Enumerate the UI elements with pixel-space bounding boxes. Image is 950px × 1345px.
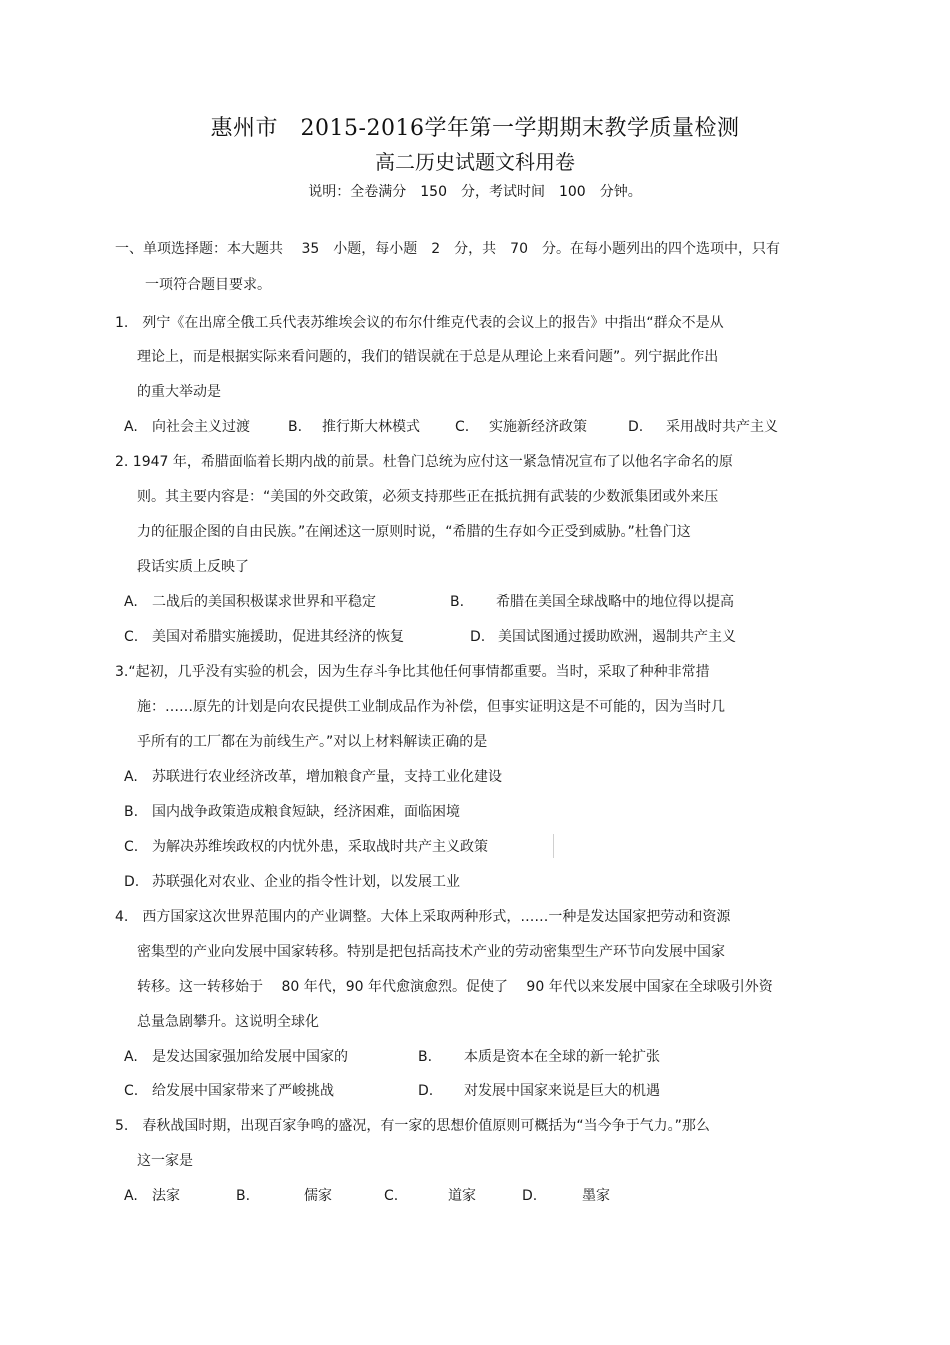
question-2-option-b bbox=[450, 593, 734, 611]
option-text: 采用战时共产主义 bbox=[666, 419, 778, 435]
question-2-option-d bbox=[470, 628, 736, 646]
question-5-option-b bbox=[236, 1187, 332, 1205]
option-letter: D. bbox=[522, 1188, 538, 1204]
option-text: 希腊在美国全球战略中的地位得以提高 bbox=[496, 594, 734, 610]
option-letter: A. bbox=[124, 1188, 138, 1204]
option-letter: C. bbox=[455, 419, 470, 435]
question-3-stem: 施：……原先的计划是向农民提供工业制成品作为补偿，但事实证明这是不可能的，因为当时几 bbox=[137, 699, 725, 715]
option-text: 国内战争政策造成粮食短缺，经济困难，面临困境 bbox=[152, 804, 460, 820]
option-letter: B. bbox=[288, 419, 303, 435]
question-4-stem: 转移。这一转移始于 80 年代，90 年代愈演愈烈。促使了 90 年代以来发展中国家在全球吸引外资 bbox=[137, 979, 773, 995]
option-letter: D. bbox=[628, 419, 644, 435]
option-letter: A. bbox=[124, 769, 138, 785]
option-text: 向社会主义过渡 bbox=[152, 419, 250, 435]
question-1-option-a bbox=[124, 418, 250, 436]
question-5-option-c bbox=[384, 1187, 476, 1205]
option-text: 实施新经济政策 bbox=[489, 419, 587, 435]
option-text: 墨家 bbox=[582, 1188, 610, 1204]
question-5-stem: 5. 春秋战国时期，出现百家争鸣的盛况，有一家的思想价值原则可概括为“当今争于气力。”那么 bbox=[115, 1118, 710, 1134]
question-1-stem: 1. 列宁《在出席全俄工兵代表苏维埃会议的布尔什维克代表的会议上的报告》中指出“群众不是从 bbox=[115, 315, 724, 331]
section-heading-cont: 一项符合题目要求。 bbox=[145, 277, 271, 293]
exam-title: 惠州市 2015-2016学年第一学期期末教学质量检测 bbox=[210, 116, 740, 141]
question-2-option-c bbox=[124, 628, 404, 646]
option-letter: A. bbox=[124, 1049, 138, 1065]
option-letter: B. bbox=[450, 594, 465, 610]
option-text: 儒家 bbox=[304, 1188, 332, 1204]
question-4-option-a bbox=[124, 1048, 348, 1066]
option-letter: D. bbox=[418, 1083, 434, 1099]
question-1-stem: 理论上，而是根据实际来看问题的，我们的错误就在于总是从理论上来看问题”。列宁据此作出 bbox=[137, 349, 719, 365]
option-letter: C. bbox=[124, 629, 139, 645]
option-text: 是发达国家强加给发展中国家的 bbox=[152, 1049, 348, 1065]
option-text: 给发展中国家带来了严峻挑战 bbox=[152, 1083, 334, 1099]
option-text: 美国试图通过援助欧洲，遏制共产主义 bbox=[498, 629, 736, 645]
option-text: 美国对希腊实施援助，促进其经济的恢复 bbox=[152, 629, 404, 645]
question-2-stem: 则。其主要内容是：“美国的外交政策，必须支持那些正在抵抗拥有武装的少数派集团或外来压 bbox=[137, 489, 719, 505]
question-2-stem: 段话实质上反映了 bbox=[137, 559, 249, 575]
question-3-stem: 3.“起初，几乎没有实验的机会，因为生存斗争比其他任何事情都重要。当时，采取了种种非常措 bbox=[115, 664, 710, 680]
option-text: 对发展中国家来说是巨大的机遇 bbox=[464, 1083, 660, 1099]
exam-note: 说明：全卷满分 150 分，考试时间 100 分钟。 bbox=[308, 184, 642, 200]
question-1-option-c bbox=[455, 418, 587, 436]
option-text: 二战后的美国积极谋求世界和平稳定 bbox=[152, 594, 376, 610]
question-5-stem: 这一家是 bbox=[137, 1153, 193, 1169]
option-text: 法家 bbox=[152, 1188, 180, 1204]
option-text: 为解决苏维埃政权的内忧外患，采取战时共产主义政策 bbox=[152, 839, 488, 855]
question-5-option-a bbox=[124, 1187, 180, 1205]
question-2-option-a bbox=[124, 593, 376, 611]
question-2-stem: 力的征服企图的自由民族。”在阐述这一原则时说，“希腊的生存如今正受到威胁。”杜鲁门这 bbox=[137, 524, 691, 540]
option-letter: B. bbox=[418, 1049, 433, 1065]
question-1-option-b bbox=[288, 418, 420, 436]
option-letter: D. bbox=[124, 874, 140, 890]
question-3-option-d bbox=[124, 873, 460, 891]
exam-subtitle: 高二历史试题文科用卷 bbox=[375, 150, 575, 174]
question-4-stem: 密集型的产业向发展中国家转移。特别是把包括高技术产业的劳动密集型生产环节向发展中国家 bbox=[137, 944, 725, 960]
option-letter: C. bbox=[124, 839, 139, 855]
question-2-stem: 2. 1947 年，希腊面临着长期内战的前景。杜鲁门总统为应付这一紧急情况宣布了以他名字命名的原 bbox=[115, 454, 733, 470]
question-1-option-d bbox=[628, 418, 778, 436]
option-letter: C. bbox=[124, 1083, 139, 1099]
option-text: 本质是资本在全球的新一轮扩张 bbox=[464, 1049, 660, 1065]
question-3-stem: 乎所有的工厂都在为前线生产。”对以上材料解读正确的是 bbox=[137, 734, 488, 750]
option-letter: A. bbox=[124, 594, 138, 610]
question-4-option-b bbox=[418, 1048, 660, 1066]
option-text: 道家 bbox=[448, 1188, 476, 1204]
option-letter: D. bbox=[470, 629, 486, 645]
question-5-option-d bbox=[522, 1187, 610, 1205]
question-4-stem: 4. 西方国家这次世界范围内的产业调整。大体上采取两种形式，……一种是发达国家把劳动和资源 bbox=[115, 909, 731, 925]
margin-rule bbox=[553, 834, 554, 858]
option-text: 苏联进行农业经济改革，增加粮食产量，支持工业化建设 bbox=[152, 769, 502, 785]
question-1-stem: 的重大举动是 bbox=[137, 384, 221, 400]
option-letter: B. bbox=[236, 1188, 251, 1204]
question-4-stem: 总量急剧攀升。这说明全球化 bbox=[137, 1014, 319, 1030]
question-4-option-d bbox=[418, 1082, 660, 1100]
option-text: 推行斯大林模式 bbox=[322, 419, 420, 435]
option-letter: A. bbox=[124, 419, 138, 435]
option-letter: B. bbox=[124, 804, 139, 820]
question-4-option-c bbox=[124, 1082, 334, 1100]
option-text: 苏联强化对农业、企业的指令性计划，以发展工业 bbox=[152, 874, 460, 890]
question-3-option-c bbox=[124, 838, 488, 856]
question-3-option-b bbox=[124, 803, 460, 821]
question-3-option-a bbox=[124, 768, 502, 786]
section-heading: 一、单项选择题：本大题共 35 小题，每小题 2 分，共 70 分。在每小题列出的四个选项中，只有 bbox=[115, 241, 780, 257]
option-letter: C. bbox=[384, 1188, 399, 1204]
